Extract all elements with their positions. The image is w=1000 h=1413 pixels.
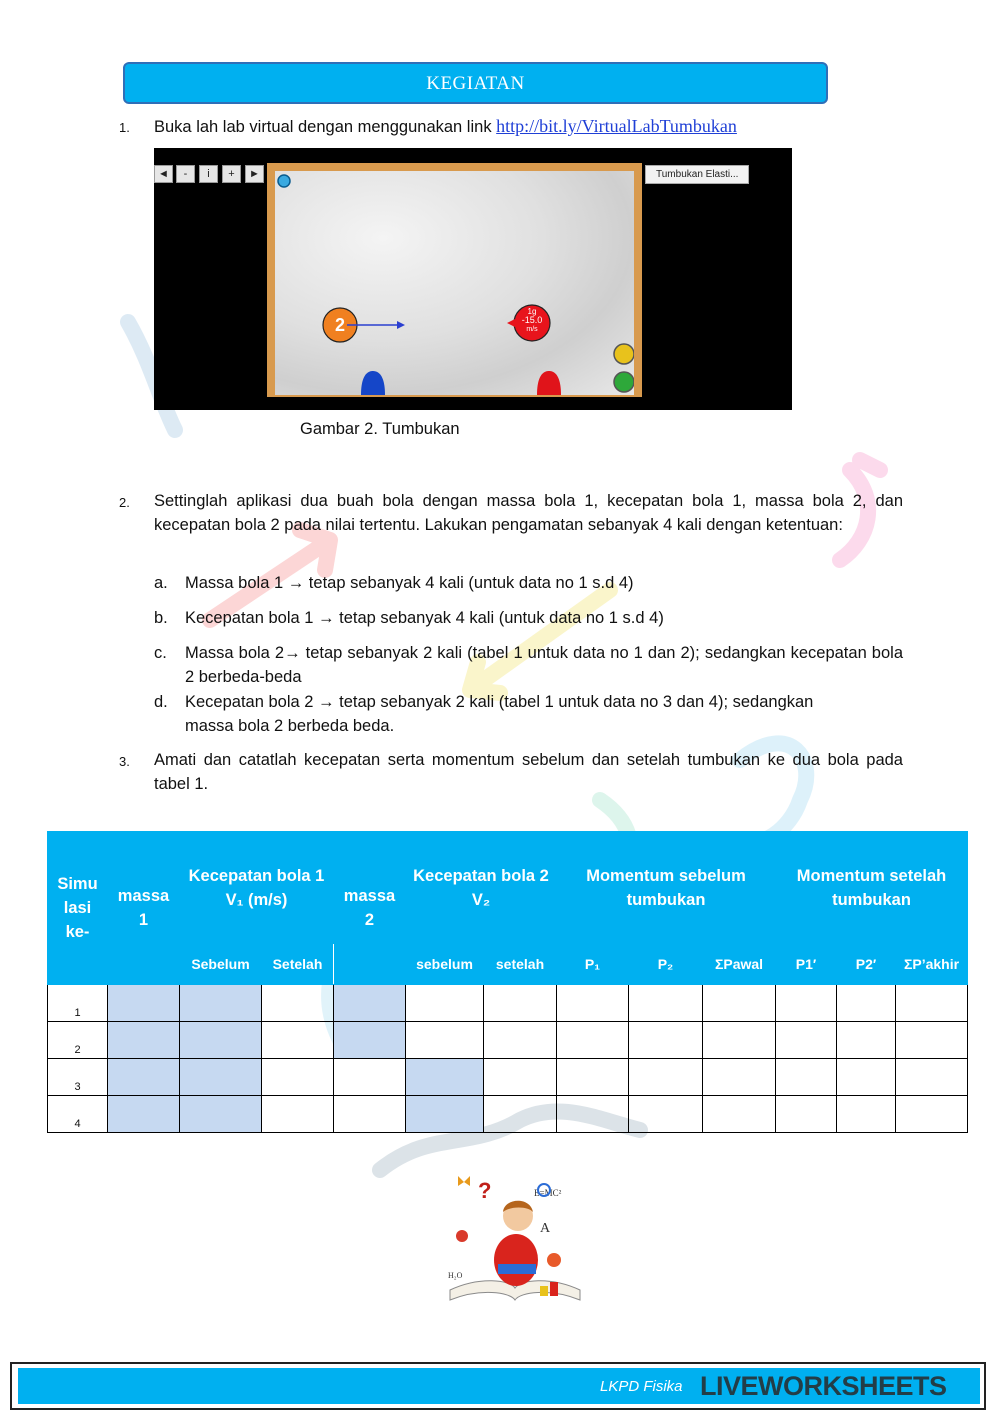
item-text: Massa bola 2→ tetap sebanyak 2 kali (tabel 1 untuk data no 1 dan 2); sedangkan kecepatan bola 2 berbeda-beda <box>185 644 903 686</box>
input-cell[interactable] <box>108 1059 180 1096</box>
header-simulation: Simu lasi ke- <box>48 832 108 985</box>
header-velocity-2: Kecepatan bola 2 V₂ <box>406 832 557 944</box>
small-ball-icon <box>278 175 290 187</box>
input-cell[interactable] <box>703 1096 776 1133</box>
child-reading-illustration <box>440 1168 590 1308</box>
input-cell[interactable] <box>703 1059 776 1096</box>
liveworksheets-watermark: LIVEWORKSHEETS <box>700 1371 947 1401</box>
ball-2-velocity: -15.0 <box>521 315 543 325</box>
step-number: 3. <box>119 754 130 769</box>
header-velocity-1: Kecepatan bola 1 V₁ (m/s) <box>180 832 334 944</box>
red-launcher <box>537 371 561 395</box>
row-number: 2 <box>48 1022 108 1059</box>
input-cell[interactable] <box>108 1022 180 1059</box>
info-button[interactable]: i <box>199 165 218 183</box>
input-cell[interactable] <box>262 1022 334 1059</box>
subheader-p1-prime: P1′ <box>776 944 837 985</box>
subheader-sum-p-final: ΣP’akhir <box>896 944 968 985</box>
input-cell[interactable] <box>484 985 557 1022</box>
input-cell[interactable] <box>262 1096 334 1133</box>
input-cell[interactable] <box>108 985 180 1022</box>
input-cell[interactable] <box>557 985 629 1022</box>
prev-button[interactable]: ◄ <box>154 165 173 183</box>
input-cell[interactable] <box>334 1022 406 1059</box>
input-cell[interactable] <box>896 1059 968 1096</box>
input-cell[interactable] <box>776 1096 837 1133</box>
table-row <box>48 1022 968 1059</box>
green-button-icon <box>614 372 634 392</box>
input-cell[interactable] <box>837 1022 896 1059</box>
subheader-sum-p-initial: ΣPawal <box>703 944 776 985</box>
simulation-frame <box>267 163 642 397</box>
input-cell[interactable] <box>896 1022 968 1059</box>
input-cell[interactable] <box>629 1022 703 1059</box>
item-text: Kecepatan bola 2 → tetap sebanyak 2 kali (tabel 1 untuk data no 3 dan 4); sedangkan massa bola 2 berbeda beda. <box>185 693 814 735</box>
svg-text:?: ? <box>478 1178 492 1203</box>
input-cell[interactable] <box>629 1096 703 1133</box>
svg-text:A: A <box>540 1221 551 1236</box>
header-momentum-after: Momentum setelah tumbukan <box>776 832 968 944</box>
ball-2-unit: m/s <box>526 326 538 333</box>
input-cell[interactable] <box>557 1022 629 1059</box>
input-cell[interactable] <box>406 1096 484 1133</box>
step-number: 2. <box>119 495 130 510</box>
input-cell[interactable] <box>557 1096 629 1133</box>
input-cell[interactable] <box>776 985 837 1022</box>
table-row <box>48 1096 968 1133</box>
input-cell[interactable] <box>180 985 262 1022</box>
ball-2-mass: 1g <box>527 307 537 316</box>
subheader-p2: P₂ <box>629 944 703 985</box>
subheader-v1-before: Sebelum <box>180 944 262 985</box>
input-cell[interactable] <box>334 985 406 1022</box>
item-text: Kecepatan bola 1 → tetap sebanyak 4 kali (untuk data no 1 s.d 4) <box>185 609 664 627</box>
item-letter: b. <box>154 609 168 627</box>
step-2-text: Settinglah aplikasi dua buah bola dengan massa bola 1, kecepatan bola 1, massa bola 2, dan kecepatan bola 2 pada nilai tertentu. Lakukan pengamatan sebanyak 4 kali dengan ketentuan: <box>154 492 903 534</box>
next-button[interactable]: ► <box>245 165 264 183</box>
input-cell[interactable] <box>776 1022 837 1059</box>
yellow-button-icon <box>614 344 634 364</box>
input-cell[interactable] <box>484 1059 557 1096</box>
input-cell[interactable] <box>262 985 334 1022</box>
svg-text:E=MC²: E=MC² <box>534 1188 562 1198</box>
subheader-v1-after: Setelah <box>262 944 334 985</box>
marble-table <box>275 171 634 395</box>
item-letter: d. <box>154 693 168 711</box>
item-letter: a. <box>154 574 168 592</box>
input-cell[interactable] <box>484 1096 557 1133</box>
subheader-p1: P₁ <box>557 944 629 985</box>
ball-2-label <box>514 307 550 334</box>
row-number: 1 <box>48 985 108 1022</box>
step-1-text <box>154 114 737 139</box>
input-cell[interactable] <box>180 1022 262 1059</box>
step-number: 1. <box>119 120 130 135</box>
input-cell[interactable] <box>262 1059 334 1096</box>
input-cell[interactable] <box>406 1022 484 1059</box>
virtual-lab-link[interactable]: http://bit.ly/VirtualLabTumbukan <box>496 116 737 136</box>
svg-text:H₂O: H₂O <box>448 1271 463 1280</box>
input-cell[interactable] <box>484 1022 557 1059</box>
plus-button[interactable]: + <box>222 165 241 183</box>
subheader-v2-before: sebelum <box>406 944 484 985</box>
input-cell[interactable] <box>557 1059 629 1096</box>
input-cell[interactable] <box>837 1096 896 1133</box>
header-momentum-before: Momentum sebelum tumbukan <box>557 832 776 944</box>
input-cell[interactable] <box>108 1096 180 1133</box>
subheader-v2-after: setelah <box>484 944 557 985</box>
input-cell[interactable] <box>334 1096 406 1133</box>
item-text: Massa bola 1 → tetap sebanyak 4 kali (untuk data no 1 s.d 4) <box>185 574 634 592</box>
step-1-instruction: Buka lah lab virtual dengan menggunakan link <box>154 118 492 136</box>
footer-label: LKPD Fisika <box>600 1378 683 1395</box>
input-cell[interactable] <box>896 985 968 1022</box>
collision-type-dropdown[interactable]: Tumbukan Elasti... <box>645 165 749 184</box>
input-cell[interactable] <box>334 1059 406 1096</box>
row-number: 3 <box>48 1059 108 1096</box>
step-3-text: Amati dan catatlah kecepatan serta momentum sebelum dan setelah tumbukan ke dua bola pada tabel 1. <box>154 751 903 793</box>
input-cell[interactable] <box>776 1059 837 1096</box>
input-cell[interactable] <box>406 1059 484 1096</box>
input-cell[interactable] <box>180 1059 262 1096</box>
input-cell[interactable] <box>703 985 776 1022</box>
minus-button[interactable]: - <box>176 165 195 183</box>
simulation-objects <box>275 171 634 395</box>
input-cell[interactable] <box>837 985 896 1022</box>
ball-1-label: 2 <box>334 315 345 335</box>
row-number: 4 <box>48 1096 108 1133</box>
section-banner: KEGIATAN <box>123 62 828 104</box>
input-cell[interactable] <box>629 1059 703 1096</box>
input-cell[interactable] <box>837 1059 896 1096</box>
subheader-p2-prime: P2′ <box>837 944 896 985</box>
item-letter: c. <box>154 644 167 662</box>
table-row <box>48 985 968 1022</box>
blue-launcher <box>361 371 385 395</box>
input-cell[interactable] <box>406 985 484 1022</box>
header-mass-2: massa 2 <box>334 832 406 985</box>
observation-table <box>47 831 968 1133</box>
input-cell[interactable] <box>896 1096 968 1133</box>
header-mass-1: massa 1 <box>108 832 180 985</box>
input-cell[interactable] <box>629 985 703 1022</box>
figure-caption: Gambar 2. Tumbukan <box>300 420 460 438</box>
input-cell[interactable] <box>703 1022 776 1059</box>
table-row <box>48 1059 968 1096</box>
collision-simulation-image <box>154 148 792 410</box>
input-cell[interactable] <box>180 1096 262 1133</box>
